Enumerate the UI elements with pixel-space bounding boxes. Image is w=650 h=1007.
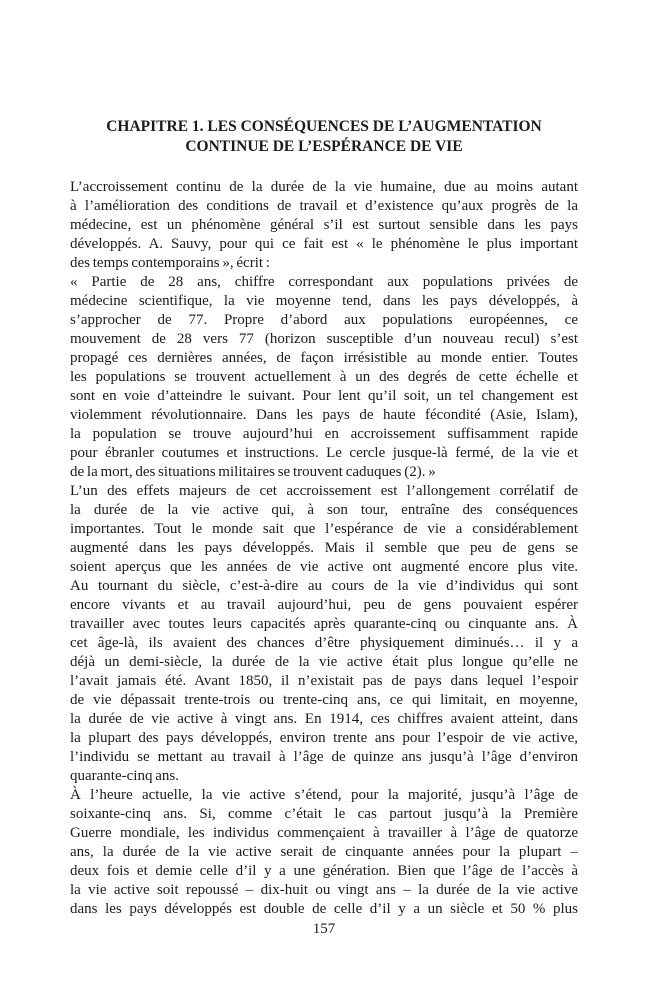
text-line: l’individu se mettant au travail à l’âge de quinze ans jusqu’à l’âge d’environ <box>70 749 578 765</box>
text-line: importantes. Tout le monde sait que l’espérance de vie a considérablement <box>70 521 578 537</box>
text-line: déjà un demi-siècle, la durée de la vie active était plus longue qu’elle ne <box>70 654 578 670</box>
text-line: L’un des effets majeurs de cet accroissement est l’allongement corrélatif de <box>70 483 578 499</box>
body-text <box>70 178 578 919</box>
text-line: quarante-cinq ans. <box>70 768 179 784</box>
text-line: de vie dépassait trente-trois ou trente-cinq ans, ce qui limitait, en moyenne, <box>70 692 578 708</box>
text-line: les populations se trouvent actuellement à un des degrés de cette échelle et <box>70 369 578 385</box>
paragraph <box>70 273 578 482</box>
text-line: encore vivants et au travail aujourd’hui, peu de gens pouvaient espérer <box>70 597 578 613</box>
text-line: médecine scientifique, la vie moyenne tend, dans les pays développés, à <box>70 293 578 309</box>
chapter-title-line2: CONTINUE DE L’ESPÉRANCE DE VIE <box>185 138 463 155</box>
text-line: s’approcher de 77. Propre d’abord aux populations européennes, ce <box>70 312 578 328</box>
text-line: À l’heure actuelle, la vie active s’étend, pour la majorité, jusqu’à l’âge de <box>70 787 578 803</box>
page-number: 157 <box>312 921 336 937</box>
text-line: à l’amélioration des conditions de travail et d’existence qu’aux progrès de la <box>70 198 578 214</box>
text-line: la plupart des pays développés, environ trente ans pour l’espoir de vie active, <box>70 730 578 746</box>
paragraph <box>70 482 578 786</box>
text-line: « Partie de 28 ans, chiffre correspondant aux populations privées de <box>70 274 578 290</box>
text-line: augmenté dans les pays développés. Mais il semble que peu de gens se <box>70 540 578 556</box>
text-line: Au tournant du siècle, c’est-à-dire au cours de la vie d’individus qui sont <box>70 578 578 594</box>
text-line: soixante-cinq ans. Si, comme c’était le cas partout jusqu’à la Première <box>70 806 578 822</box>
chapter-title <box>70 117 578 157</box>
text-line: propagé ces dernières années, de façon irrésistible au monde entier. Toutes <box>70 350 578 366</box>
text-line: cet âge-là, ils avaient des chances d’être physiquement diminués… il y a <box>70 635 578 651</box>
text-line: pour ébranler coutumes et instructions. Le cercle jusque-là fermé, de la vie et <box>70 445 578 461</box>
paragraph <box>70 178 578 273</box>
text-line: la vie active soit repoussé – dix-huit ou vingt ans – la durée de la vie active <box>70 882 578 898</box>
chapter-title-line1: CHAPITRE 1. LES CONSÉQUENCES DE L’AUGMENTATION <box>106 118 542 135</box>
text-line: des temps contemporains », écrit : <box>70 255 270 271</box>
text-line: L’accroissement continu de la durée de la vie humaine, due au moins autant <box>70 179 578 195</box>
text-line: sont en voie d’atteindre le suivant. Pour lent qu’il soit, un tel changement est <box>70 388 578 404</box>
text-line: travailler avec toutes leurs capacités après quarante-cinq ou cinquante ans. À <box>70 616 578 632</box>
text-line: violemment révolutionnaire. Dans les pays de haute fécondité (Asie, Islam), <box>70 407 578 423</box>
text-line: la durée de la vie active qui, à son tour, entraîne des conséquences <box>70 502 578 518</box>
text-line: deux fois et demie celle d’il y a une génération. Bien que l’âge de l’accès à <box>70 863 578 879</box>
text-line: Guerre mondiale, les individus commençaient à travailler à l’âge de quatorze <box>70 825 578 841</box>
text-line: mouvement de 28 vers 77 (horizon susceptible d’un nouveau recul) s’est <box>70 331 578 347</box>
text-line: médecine, est un phénomène général s’il est surtout sensible dans les pays <box>70 217 578 233</box>
text-line: dans les pays développés est double de celle d’il y a un siècle et 50 % plus <box>70 901 578 917</box>
paragraph <box>70 786 578 919</box>
text-line: ans, la durée de la vie active serait de cinquante années pour la plupart – <box>70 844 578 860</box>
text-line: développés. A. Sauvy, pour qui ce fait est « le phénomène le plus important <box>70 236 578 252</box>
text-line: soient aperçus que les années de vie active ont augmenté encore plus vite. <box>70 559 578 575</box>
text-line: de la mort, des situations militaires se trouvent caduques (2). » <box>70 464 436 480</box>
text-line: l’avait jamais été. Avant 1850, il n’existait pas de pays dans lequel l’espoir <box>70 673 578 689</box>
text-line: la population se trouve aujourd’hui en accroissement suffisamment rapide <box>70 426 578 442</box>
text-line: la durée de vie active à vingt ans. En 1914, ces chiffres avaient atteint, dans <box>70 711 578 727</box>
